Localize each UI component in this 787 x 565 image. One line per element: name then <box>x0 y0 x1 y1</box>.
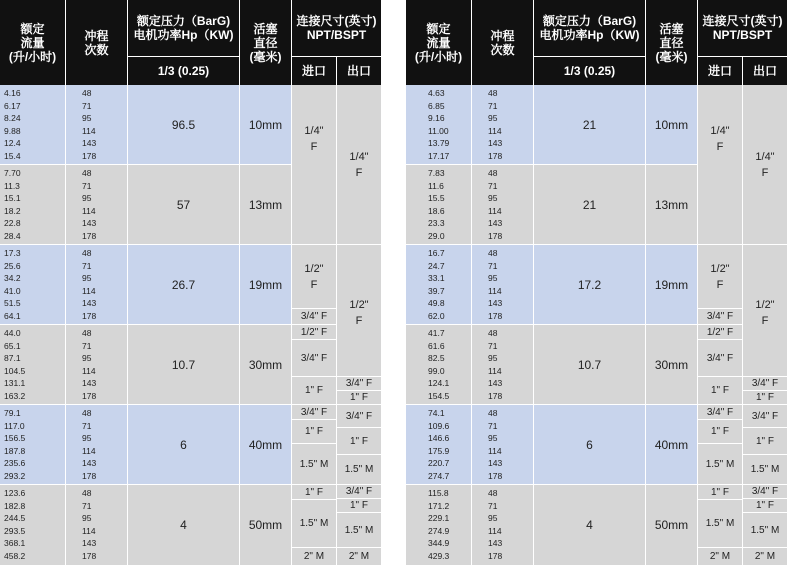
flow-list: 7.83 11.6 15.5 18.6 23.3 29.0 <box>428 168 445 241</box>
piston-value: 50mm <box>248 518 283 532</box>
header-strokes: 冲程 次数 <box>66 0 127 85</box>
piston-value: 19mm <box>248 277 283 292</box>
piston-value: 30mm <box>248 357 283 372</box>
piston-value: 13mm <box>248 197 283 212</box>
inlet-cell: 3/4" F <box>698 340 742 376</box>
outlet-cell: 3/4" F <box>743 405 787 427</box>
piston-value: 10mm <box>248 117 283 132</box>
outlet-cell: 1" F <box>337 499 381 512</box>
inlet-half-f: 1/2" F <box>292 245 336 308</box>
piston-value: 40mm <box>654 437 689 452</box>
inlet-quarter-f: 1/4" F <box>698 85 742 244</box>
inlet-cell: 3/4" F <box>292 405 336 419</box>
inlet-cell: 1.5" M <box>698 444 742 484</box>
column-divider <box>336 85 337 565</box>
stroke-list: 48 71 95 114 143 178 <box>82 88 97 161</box>
pressure-value: 57 <box>176 197 191 212</box>
outlet-quarter-f: 1/4" F <box>743 85 787 244</box>
outlet-half-f: 1/2" F <box>337 245 381 376</box>
column-divider <box>291 85 292 565</box>
stroke-list: 48 71 95 114 143 178 <box>488 168 503 241</box>
pump-spec-table-right <box>406 0 787 565</box>
outlet-cell: 1.5" M <box>337 455 381 484</box>
outlet-quarter-f: 1/4" F <box>337 85 381 244</box>
outlet-cell: 1" F <box>337 428 381 454</box>
flow-list: 44.0 65.1 87.1 104.5 131.1 163.2 <box>4 328 26 401</box>
stroke-list: 48 71 95 114 143 178 <box>488 248 503 321</box>
header-flow: 额定 流量 (升/小时) <box>406 0 471 85</box>
inlet-cell: 1" F <box>698 377 742 404</box>
inlet-cell: 3/4" F <box>698 309 742 324</box>
flow-list: 115.8 171.2 229.1 274.9 344.9 429.3 <box>428 488 450 561</box>
header-outlet: 出口 <box>743 57 787 85</box>
flow-list: 79.1 117.0 156.5 187.8 235.6 293.2 <box>4 408 26 481</box>
stroke-list: 48 71 95 114 143 178 <box>82 248 97 321</box>
column-divider <box>533 85 534 565</box>
pressure-value: 17.2 <box>577 277 602 292</box>
outlet-cell: 3/4" F <box>337 485 381 498</box>
outlet-cell: 1" F <box>337 391 381 404</box>
inlet-cell: 1.5" M <box>698 500 742 547</box>
flow-list: 74.1 109.6 146.6 175.9 220.7 274.7 <box>428 408 450 481</box>
stroke-list: 48 71 95 114 143 178 <box>488 488 503 561</box>
column-divider <box>645 85 646 565</box>
outlet-cell: 1.5" M <box>337 513 381 547</box>
pressure-value: 96.5 <box>171 117 196 132</box>
outlet-cell: 1" F <box>743 391 787 404</box>
inlet-cell: 1.5" M <box>292 500 336 547</box>
pressure-value: 6 <box>180 437 187 452</box>
header-flow: 额定 流量 (升/小时) <box>0 0 65 85</box>
pressure-value: 4 <box>586 518 593 532</box>
header-outlet: 出口 <box>337 57 381 85</box>
piston-value: 50mm <box>654 518 689 532</box>
outlet-cell: 1.5" M <box>743 513 787 547</box>
header-connection: 连接尺寸(英寸) NPT/BSPT <box>698 0 787 56</box>
inlet-cell: 3/4" F <box>292 340 336 376</box>
header-inlet: 进口 <box>292 57 336 85</box>
column-divider <box>742 85 743 565</box>
inlet-cell: 1" F <box>292 420 336 443</box>
flow-list: 4.16 6.17 8.24 9.88 12.4 15.4 <box>4 88 21 161</box>
column-divider <box>127 85 128 565</box>
outlet-cell: 3/4" F <box>337 377 381 390</box>
header-power-value: 1/3 (0.25) <box>534 57 645 85</box>
outlet-cell: 3/4" F <box>743 485 787 498</box>
column-divider <box>471 85 472 565</box>
pressure-value: 4 <box>180 518 187 532</box>
column-divider <box>697 85 698 565</box>
piston-value: 40mm <box>248 437 283 452</box>
pressure-value: 26.7 <box>171 277 196 292</box>
inlet-cell: 1" F <box>292 377 336 404</box>
outlet-cell: 3/4" F <box>337 405 381 427</box>
outlet-cell: 1" F <box>743 499 787 512</box>
column-divider <box>65 85 66 565</box>
flow-list: 41.7 61.6 82.5 99.0 124.1 154.5 <box>428 328 450 401</box>
outlet-cell: 3/4" F <box>743 377 787 390</box>
header-strokes: 冲程 次数 <box>472 0 533 85</box>
header-piston: 活塞 直径 (毫米) <box>646 0 697 85</box>
pressure-value: 10.7 <box>577 357 602 372</box>
inlet-cell: 1" F <box>292 485 336 499</box>
pressure-value: 6 <box>586 437 593 452</box>
header-piston: 活塞 直径 (毫米) <box>240 0 291 85</box>
inlet-cell: 1/2" F <box>292 325 336 339</box>
outlet-cell: 1" F <box>743 428 787 454</box>
inlet-cell: 1.5" M <box>292 444 336 484</box>
flow-list: 17.3 25.6 34.2 41.0 51.5 64.1 <box>4 248 21 321</box>
pressure-value: 10.7 <box>171 357 196 372</box>
pressure-value: 21 <box>582 197 597 212</box>
header-inlet: 进口 <box>698 57 742 85</box>
piston-value: 30mm <box>654 357 689 372</box>
outlet-cell: 1.5" M <box>743 455 787 484</box>
column-divider <box>239 85 240 565</box>
inlet-cell: 1" F <box>698 485 742 499</box>
flow-list: 7.70 11.3 15.1 18.2 22.8 28.4 <box>4 168 21 241</box>
stroke-list: 48 71 95 114 143 178 <box>82 328 97 401</box>
stroke-list: 48 71 95 114 143 178 <box>82 408 97 481</box>
stroke-list: 48 71 95 114 143 178 <box>488 328 503 401</box>
inlet-cell: 1" F <box>698 420 742 443</box>
stroke-list: 48 71 95 114 143 178 <box>82 168 97 241</box>
header-connection: 连接尺寸(英寸) NPT/BSPT <box>292 0 381 56</box>
flow-list: 16.7 24.7 33.1 39.7 49.8 62.0 <box>428 248 445 321</box>
stroke-list: 48 71 95 114 143 178 <box>488 88 503 161</box>
pressure-value: 21 <box>582 117 597 132</box>
outlet-cell: 2" M <box>743 548 787 565</box>
flow-list: 123.6 182.8 244.5 293.5 368.1 458.2 <box>4 488 26 561</box>
flow-list: 4.63 6.85 9.16 11.00 13.79 17.17 <box>428 88 450 161</box>
piston-value: 19mm <box>654 277 689 292</box>
inlet-cell: 3/4" F <box>292 309 336 324</box>
inlet-half-f: 1/2" F <box>698 245 742 308</box>
inlet-cell: 2" M <box>292 548 336 565</box>
inlet-cell: 2" M <box>698 548 742 565</box>
outlet-half-f: 1/2" F <box>743 245 787 376</box>
inlet-quarter-f: 1/4" F <box>292 85 336 244</box>
header-pressure: 额定压力（BarG) 电机功率Hp（KW) <box>128 0 239 56</box>
pump-spec-table-left <box>0 0 381 565</box>
header-pressure: 额定压力（BarG) 电机功率Hp（KW) <box>534 0 645 56</box>
piston-value: 10mm <box>654 117 689 132</box>
piston-value: 13mm <box>654 197 689 212</box>
stroke-list: 48 71 95 114 143 178 <box>82 488 97 561</box>
stroke-list: 48 71 95 114 143 178 <box>488 408 503 481</box>
inlet-cell: 1/2" F <box>698 325 742 339</box>
inlet-cell: 3/4" F <box>698 405 742 419</box>
outlet-cell: 2" M <box>337 548 381 565</box>
header-power-value: 1/3 (0.25) <box>128 57 239 85</box>
